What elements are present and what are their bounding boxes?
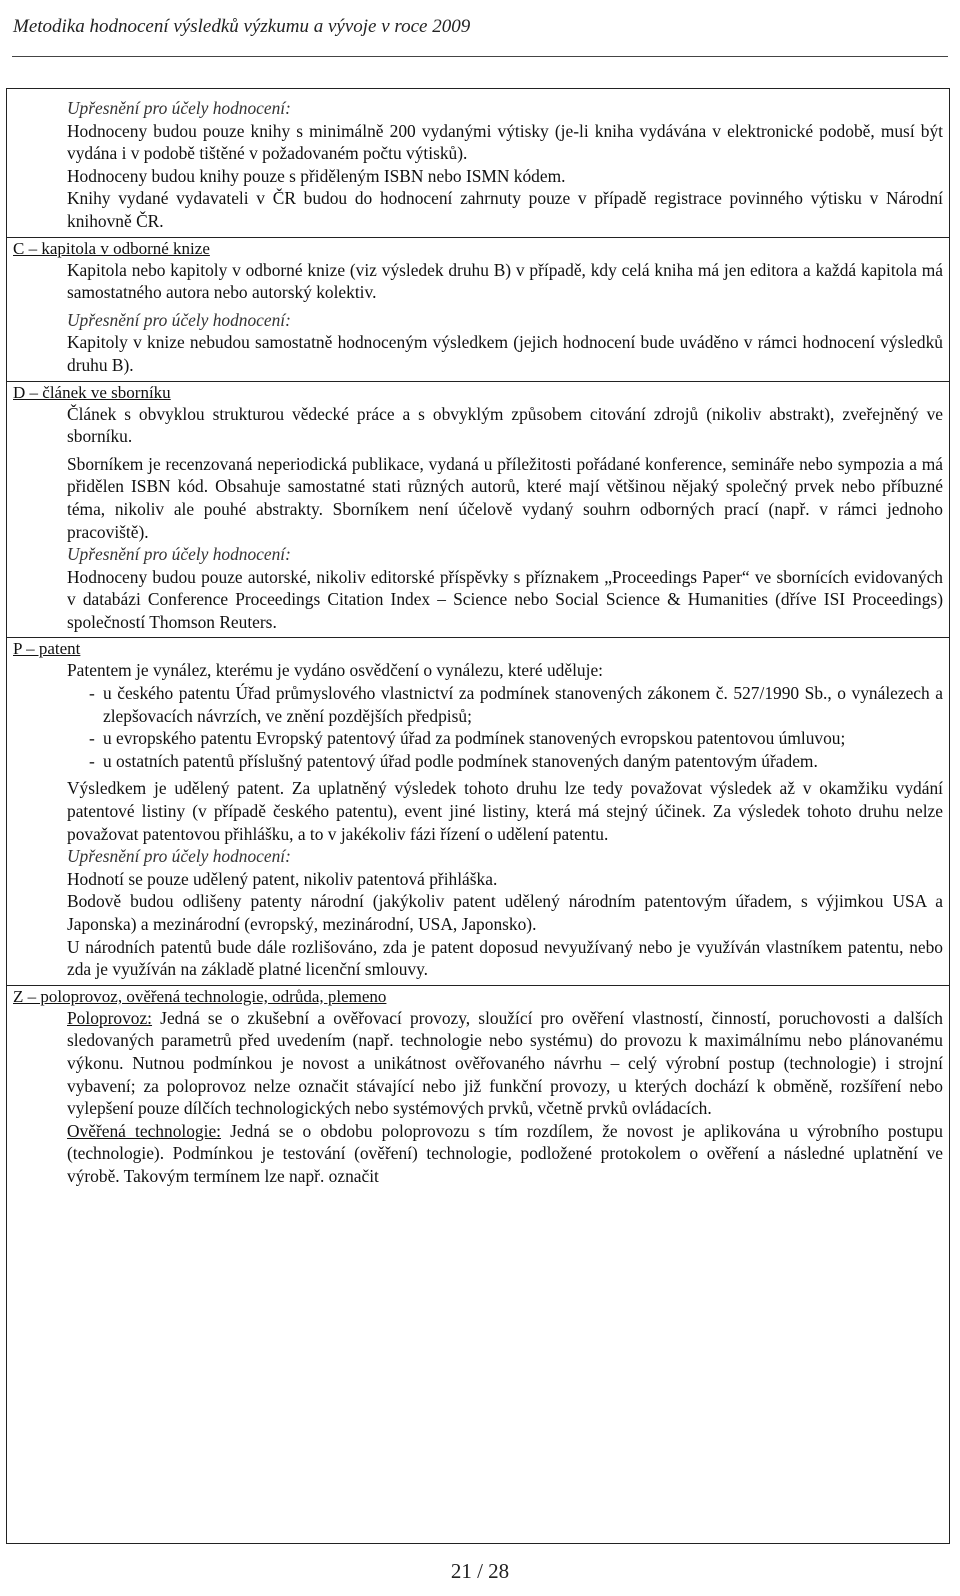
section-c — [7, 238, 949, 382]
section-d-paragraph: Článek s obvyklou strukturou vědecké práce a s obvyklým způsobem citování zdrojů (nikoliv abstrakt), zveřejněný ve sborníku. — [67, 403, 943, 447]
section-z-text: Jedná se o obdobu poloprovozu s tím rozdílem, že novost je aplikována u výrobního postupu (technologie). Podmínkou je testování (ověření) technologie, podložené protokolem o ověření a následné uplatnění ve výrobě. Takovým termínem lze např. označit — [67, 1120, 943, 1186]
section-d-lead: Upřesnění pro účely hodnocení: — [67, 544, 291, 565]
section-c-title: C – kapitola v odborné knize — [13, 238, 210, 258]
term-poloprovoz: Poloprovoz: — [67, 1007, 153, 1028]
term-overena-technologie: Ověřená technologie: — [67, 1120, 221, 1141]
section-d-title: D – článek ve sborníku — [13, 382, 171, 402]
intro-paragraph: Hodnoceny budou pouze knihy s minimálně 200 vydanými výtisky (je-li kniha vydávána v elektronické podobě, musí být vydána i v podobě tištěné v požadovaném počtu výtisků). — [67, 120, 943, 164]
section-z-title: Z – poloprovoz, ověřená technologie, odrůda, plemeno — [13, 986, 387, 1006]
section-z — [7, 986, 949, 1192]
section-p — [7, 638, 949, 985]
section-p-lead: Upřesnění pro účely hodnocení: — [67, 846, 291, 867]
header-rule — [12, 56, 948, 57]
list-item: - u ostatních patentů příslušný patentový úřad podle podmínek stanovených daným patentovým úřadem. — [89, 750, 943, 773]
section-z-text: Jedná se o zkušební a ověřovací provozy, sloužící pro ověření vlastností, činností, poruchovosti a dalších sledovaných parametrů před uvedením (např. technologie nebo systému) do provozu k maximálnímu nebo plánovanému výkonu. Nutnou podmínkou je novost a unikátnost ověřovaného návrhu – celý výrobní postup (technologie) i strojní vybavení; za poloprovoz nelze označit stávající nebo již funkční provozy, u kterých dochází k obměně, rozšíření nebo vylepšení pouze dílčích technologických nebo systémových prvků, včetně prvků ovládacích. — [67, 1007, 943, 1119]
section-p-paragraph: U národních patentů bude dále rozlišováno, zda je patent doposud nevyužívaný nebo je využíván vlastníkem patentu, nebo zda je využíván na základě platné licenční smlouvy. — [67, 936, 943, 980]
section-z-paragraph — [67, 1007, 943, 1120]
page-number: 21 / 28 — [450, 1559, 510, 1583]
section-p-paragraph: Bodově budou odlišeny patenty národní (jakýkoliv patent udělený národním patentovým úřadem, s výjimkou USA a Japonska) a mezinárodní (evropský, mezinárodní, USA, Japonsko). — [67, 891, 943, 934]
section-d-paragraph: Hodnoceny budou pouze autorské, nikoliv editorské příspěvky s příznakem „Proceedings Paper“ ve sbornících evidovaných v databázi Conference Proceedings Citation Index – Science nebo Social Science & Humanities (dříve ISI Proceedings) společností Thomson Reuters. — [67, 566, 943, 632]
list-item: - u českého patentu Úřad průmyslového vlastnictví za podmínek stanovených zákonem č. 527/1990 Sb., o vynálezech a zlepšovacích návrzích, ve znění pozdějších předpisů; — [89, 682, 943, 727]
intro-paragraph: Hodnoceny budou knihy pouze s přiděleným ISBN nebo ISMN kódem. — [67, 165, 566, 186]
intro-lead: Upřesnění pro účely hodnocení: — [67, 98, 291, 118]
section-d — [7, 382, 949, 639]
running-header: Metodika hodnocení výsledků výzkumu a vývoje v roce 2009 — [13, 16, 471, 37]
section-p-paragraph: Výsledkem je udělený patent. Za uplatněný výsledek tohoto druhu lze tedy považovat výsledek až v okamžiku vydání patentové listiny (v případě českého patentu), event jiné listiny, která má stejný účinek. Za výsledek tohoto druhu nelze považovat patentovou přihlášku, a to v jakékoliv fázi řízení o udělení patentu. — [67, 778, 943, 844]
section-c-paragraph: Kapitoly v knize nebudou samostatně hodnoceným výsledkem (jejich hodnocení bude uváděno v rámci hodnocení výsledků druhu B). — [67, 332, 943, 375]
section-c-paragraph: Kapitola nebo kapitoly v odborné knize (viz výsledek druhu B) v případě, kdy celá kniha má jen editora a každá kapitola má samostatného autora nebo autorský kolektiv. — [67, 259, 943, 303]
section-c-lead: Upřesnění pro účely hodnocení: — [67, 309, 291, 330]
intro-section — [7, 89, 949, 238]
content-box — [6, 88, 950, 1544]
section-d-paragraph: Sborníkem je recenzovaná neperiodická publikace, vydaná u příležitosti pořádané konference, semináře nebo sympozia a má přidělen ISBN kód. Obsahuje samostatné stati různých autorů, které mají většinou nějaký společný prvek nebo příbuzné téma, nikoliv ale pouhé abstrakty. Sborníkem není účelově vydaný souhrn odborných prací (např. v rámci jednoho pracoviště). — [67, 453, 943, 542]
patent-authority-list — [67, 682, 943, 772]
section-z-paragraph — [67, 1120, 943, 1188]
list-item: - u evropského patentu Evropský patentový úřad za podmínek stanovených evropskou patentovou úmluvou; — [89, 727, 943, 750]
section-p-paragraph: Hodnotí se pouze udělený patent, nikoliv patentová přihláška. — [67, 868, 498, 889]
section-p-paragraph: Patentem je vynález, kterému je vydáno osvědčení o vynálezu, které uděluje: — [67, 660, 604, 681]
intro-paragraph: Knihy vydané vydavateli v ČR budou do hodnocení zahrnuty pouze v případě registrace povinného výtisku v Národní knihovně ČR. — [67, 188, 943, 231]
section-p-title: P – patent — [13, 639, 81, 659]
